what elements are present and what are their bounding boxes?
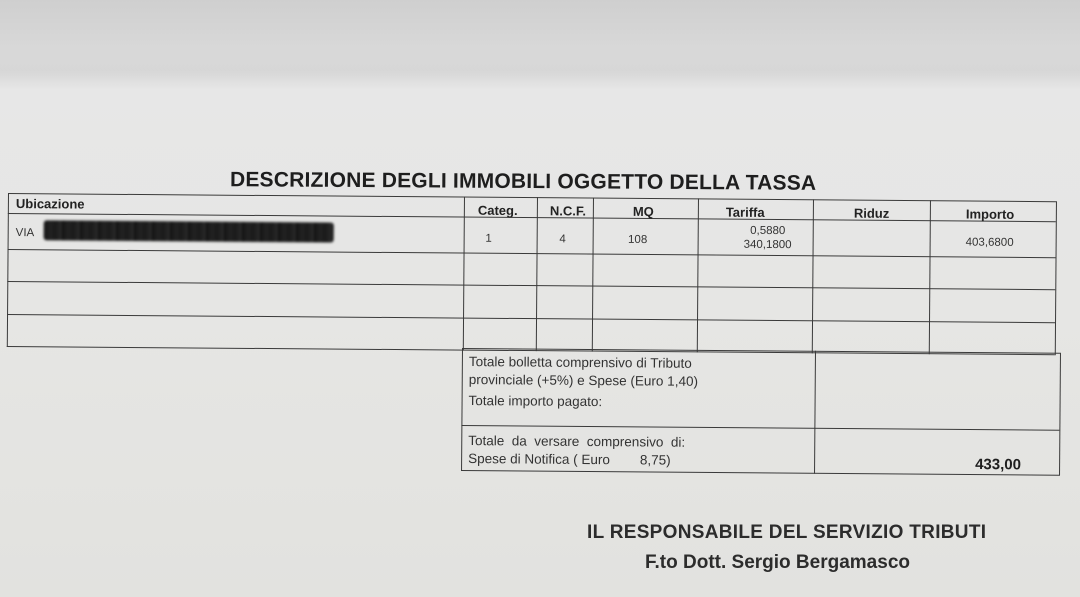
totale-versare-amount: 433,00 bbox=[975, 456, 1022, 474]
totals-box bbox=[461, 348, 1062, 477]
totale-bolletta-line2: provinciale (+5%) e Spese (Euro 1,40) bbox=[468, 372, 699, 389]
table-col-divider bbox=[463, 197, 465, 351]
totale-bolletta-line1: Totale bolletta comprensivo di Tributo bbox=[468, 354, 692, 371]
signature-name: F.to Dott. Sergio Bergamasco bbox=[645, 552, 910, 573]
totals-divider bbox=[461, 425, 1059, 431]
table-row-divider bbox=[8, 249, 1056, 258]
table-border-left bbox=[7, 193, 9, 347]
signature-title: IL RESPONSABILE DEL SERVIZIO TRIBUTI bbox=[587, 522, 987, 543]
paper-fold-shadow bbox=[0, 0, 1080, 80]
table-col-divider bbox=[697, 198, 699, 352]
cell-ubicazione-prefix: VIA bbox=[15, 227, 35, 240]
totale-importo-pagato: Totale importo pagato: bbox=[468, 393, 603, 410]
cell-ncf: 4 bbox=[559, 233, 566, 246]
totale-versare-line1: Totale da versare comprensivo di: bbox=[468, 433, 686, 450]
header-tariffa: Tariffa bbox=[725, 204, 765, 220]
totals-border-right bbox=[1059, 353, 1061, 476]
totals-border-bottom bbox=[461, 470, 1059, 476]
table-col-divider bbox=[536, 197, 538, 351]
cell-categ: 1 bbox=[485, 232, 492, 245]
cell-importo: 403,6800 bbox=[965, 236, 1014, 249]
totals-border-left bbox=[461, 348, 463, 471]
totale-versare-line2: Spese di Notifica ( Euro 8,75) bbox=[468, 451, 671, 468]
cell-mq: 108 bbox=[628, 233, 648, 247]
document-title: DESCRIZIONE DEGLI IMMOBILI OGGETTO DELLA TASSA bbox=[229, 168, 817, 195]
cell-tariffa-amount: 340,1800 bbox=[743, 238, 792, 252]
header-categ: Categ. bbox=[477, 202, 518, 219]
header-ubicazione: Ubicazione bbox=[15, 196, 85, 212]
header-importo: Importo bbox=[965, 206, 1015, 222]
table-border-top bbox=[8, 193, 1056, 202]
header-mq: MQ bbox=[632, 203, 654, 220]
table-row-divider bbox=[7, 281, 1055, 290]
redaction-mark bbox=[44, 220, 334, 242]
header-riduz: Riduz bbox=[853, 205, 890, 221]
table-col-divider bbox=[592, 198, 594, 352]
table-col-divider bbox=[812, 199, 814, 353]
property-table bbox=[7, 193, 1058, 361]
table-col-divider bbox=[929, 200, 931, 354]
totals-col-divider bbox=[814, 351, 816, 474]
cell-tariffa-rate: 0,5880 bbox=[750, 224, 786, 238]
header-ncf: N.C.F. bbox=[549, 203, 587, 219]
table-border-right bbox=[1055, 201, 1057, 355]
table-row-divider bbox=[7, 314, 1055, 323]
